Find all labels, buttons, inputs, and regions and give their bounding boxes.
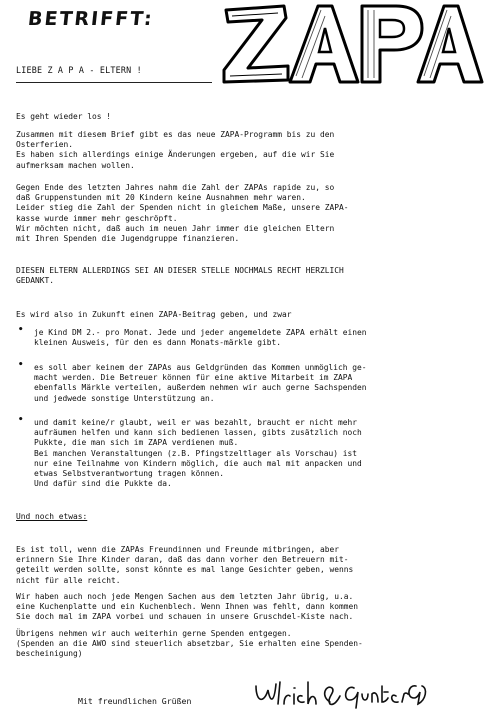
betrifft-heading: BETRIFFT: xyxy=(26,8,155,30)
bullet-item-beitrag: je Kind DM 2.- pro Monat. Jede und jeder angemeldete ZAPA erhält einen kleinen Ausweis, für den es dann Monats-märkle gibt. xyxy=(34,328,367,348)
paragraph-dank: DIESEN ELTERN ALLERDINGS SEI AN DIESER STELLE NOCHMALS RECHT HERZLICH GEDANKT. xyxy=(16,266,344,286)
bullet-item-maerkle: es soll aber keinem der ZAPAs aus Geldgründen das Kommen unmöglich ge- macht werden. Die Betreuer können für eine aktive Mitarbeit im ZAPA ebenfalls Märkle verteilen, außerdem nehmen wir auch gerne Sachspenden und jedwede sonstige Unterstützung an. xyxy=(34,363,367,403)
signature-text: Ulrich & Günter Groß xyxy=(250,676,263,677)
bullet-icon: • xyxy=(18,360,24,370)
paragraph-freunde: Es ist toll, wenn die ZAPAs Freundinnen und Freunde mitbringen, aber erinnern Sie Ihre Kinder daran, daß das dann vorher den Betreuern mit- geteilt werden sollte, sonst könnte es mal lange Gesichter geben, wenns nicht für alle reicht. xyxy=(16,545,354,585)
intro-line: Es geht wieder los ! xyxy=(16,112,112,121)
bullet-item-pukkte: und damit keine/r glaubt, weil er was bezahlt, braucht er nicht mehr aufräumen helfen und kann sich bedienen lassen, gibts zusätzlich noch Pukkte, die man sich im ZAPA verdienen muß. Bei manchen Veranstaltungen (z.B. Pfingstzeltlager als Vorschau) ist nur eine Teilnahme von Kindern möglich, die auch mal mit anpacken und etwas Selbstverantwortung tragen können. Und dafür sind die Pukkte da. xyxy=(34,418,362,489)
bullet-icon: • xyxy=(18,325,24,335)
paragraph-program: Zusammen mit diesem Brief gibt es das neue ZAPA-Programm bis zu den Osterferien. Es haben sich allerdings einige Änderungen ergeben, auf die wir Sie aufmerksam machen wollen. xyxy=(16,130,335,170)
salutation-rule xyxy=(16,82,212,83)
salutation: LIEBE Z A P A - ELTERN ! xyxy=(16,65,142,75)
zapa-logo-text: ZAPA xyxy=(222,2,225,3)
paragraph-spenden-absetzbar: Übrigens nehmen wir auch weiterhin gerne Spenden entgegen. (Spenden an die AWO sind steuerlich absetzbar, Sie erhalten eine Spenden- bescheinigung) xyxy=(16,629,363,659)
zapa-logo xyxy=(222,2,484,84)
bullet-icon: • xyxy=(18,415,24,425)
section-heading: Und noch etwas: xyxy=(16,512,88,521)
closing: Mit freundlichen Grüßen xyxy=(78,696,192,706)
paragraph-beitrag: Es wird also in Zukunft einen ZAPA-Beitrag geben, und zwar xyxy=(16,310,292,319)
signature xyxy=(250,676,430,712)
paragraph-sachen: Wir haben auch noch jede Mengen Sachen aus dem letzten Jahr übrig, u.a. eine Kuchenplatte und ein Kuchenblech. Wenn Ihnen was fehlt, dann kommen Sie doch mal im ZAPA vorbei und schauen in unsere Gruschdel-Kiste nach. xyxy=(16,592,359,622)
paragraph-spenden: Gegen Ende des letzten Jahres nahm die Zahl der ZAPAs rapide zu, so daß Gruppenstunden mit 20 Kindern keine Ausnahmen mehr waren. Leider stieg die Zahl der Spenden nicht in gleichem Maße, unsere ZAPA- kasse wurde immer mehr geschröpft. Wir möchten nicht, daß auch im neuen Jahr immer die gleichen Eltern mit Ihren Spenden die Jugendgruppe finanzieren. xyxy=(16,183,349,244)
